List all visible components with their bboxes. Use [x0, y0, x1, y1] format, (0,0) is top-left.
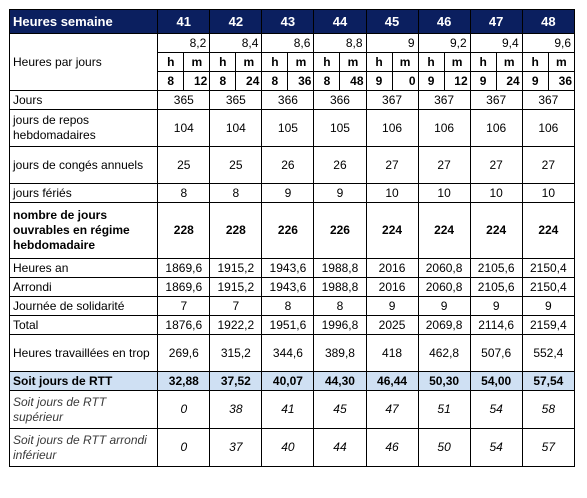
value-cell: 26	[314, 147, 366, 184]
row-label: Heures an	[10, 259, 158, 278]
table-row	[10, 259, 575, 278]
value-cell: 32,88	[158, 372, 210, 391]
value-cell: 1943,6	[262, 278, 314, 297]
value-cell: 2060,8	[418, 278, 470, 297]
m-label: m	[496, 53, 522, 72]
value-cell: 269,6	[158, 335, 210, 372]
table-row	[10, 372, 575, 391]
value-cell: 418	[366, 335, 418, 372]
value-cell: 389,8	[314, 335, 366, 372]
row-label: nombre de jours ouvrables en régime hebdomadaire	[10, 203, 158, 259]
value-cell: 9	[522, 297, 574, 316]
value-cell: 44	[314, 429, 366, 467]
m-label: m	[548, 53, 574, 72]
table-row	[10, 297, 575, 316]
row-label: Journée de solidarité	[10, 297, 158, 316]
value-cell: 104	[210, 110, 262, 147]
value-cell: 1876,6	[158, 316, 210, 335]
value-cell: 224	[522, 203, 574, 259]
m-value: 36	[288, 72, 314, 91]
row-label: Soit jours de RTT arrondi inférieur	[10, 429, 158, 467]
value-cell: 54,00	[470, 372, 522, 391]
value-cell: 2114,6	[470, 316, 522, 335]
table-row	[10, 184, 575, 203]
value-cell: 2105,6	[470, 259, 522, 278]
h-label: h	[470, 53, 496, 72]
value-cell: 27	[470, 147, 522, 184]
m-label: m	[288, 53, 314, 72]
value-cell: 1869,6	[158, 259, 210, 278]
row-label: Soit jours de RTT	[10, 372, 158, 391]
value-cell: 38	[210, 391, 262, 429]
table-row	[10, 391, 575, 429]
value-cell: 1915,2	[210, 259, 262, 278]
value-cell: 226	[314, 203, 366, 259]
week-header: 42	[210, 10, 262, 34]
row-label: Total	[10, 316, 158, 335]
data-rows	[10, 91, 575, 467]
m-value: 24	[236, 72, 262, 91]
value-cell: 367	[366, 91, 418, 110]
m-value: 0	[392, 72, 418, 91]
week-header: 47	[470, 10, 522, 34]
value-cell: 2016	[366, 259, 418, 278]
value-cell: 27	[522, 147, 574, 184]
m-value: 12	[184, 72, 210, 91]
value-cell: 45	[314, 391, 366, 429]
hours-decimal-cell: 9,4	[470, 34, 522, 53]
value-cell: 0	[158, 391, 210, 429]
week-header: 48	[522, 10, 574, 34]
value-cell: 44,30	[314, 372, 366, 391]
value-cell: 224	[366, 203, 418, 259]
h-value: 9	[470, 72, 496, 91]
value-cell: 2150,4	[522, 259, 574, 278]
h-label: h	[522, 53, 548, 72]
value-cell: 9	[366, 297, 418, 316]
value-cell: 8	[314, 297, 366, 316]
row-label: Heures par jours	[10, 34, 158, 91]
value-cell: 9	[262, 184, 314, 203]
value-cell: 106	[522, 110, 574, 147]
value-cell: 54	[470, 429, 522, 467]
value-cell: 25	[158, 147, 210, 184]
value-cell: 1915,2	[210, 278, 262, 297]
value-cell: 224	[418, 203, 470, 259]
value-cell: 1951,6	[262, 316, 314, 335]
h-label: h	[158, 53, 184, 72]
value-cell: 226	[262, 203, 314, 259]
week-header: 46	[418, 10, 470, 34]
m-label: m	[444, 53, 470, 72]
value-cell: 367	[470, 91, 522, 110]
week-header: 45	[366, 10, 418, 34]
table-row	[10, 91, 575, 110]
h-value: 9	[366, 72, 392, 91]
value-cell: 1988,8	[314, 259, 366, 278]
value-cell: 54	[470, 391, 522, 429]
value-cell: 2025	[366, 316, 418, 335]
value-cell: 10	[522, 184, 574, 203]
value-cell: 8	[210, 184, 262, 203]
value-cell: 2060,8	[418, 259, 470, 278]
value-cell: 46,44	[366, 372, 418, 391]
value-cell: 27	[418, 147, 470, 184]
m-value: 24	[496, 72, 522, 91]
h-label: h	[262, 53, 288, 72]
value-cell: 2159,4	[522, 316, 574, 335]
header-row	[10, 10, 575, 34]
value-cell: 27	[366, 147, 418, 184]
value-cell: 365	[158, 91, 210, 110]
h-value: 9	[522, 72, 548, 91]
hours-decimal-cell: 9,6	[522, 34, 574, 53]
value-cell: 507,6	[470, 335, 522, 372]
m-label: m	[236, 53, 262, 72]
value-cell: 50,30	[418, 372, 470, 391]
h-label: h	[210, 53, 236, 72]
h-value: 9	[418, 72, 444, 91]
value-cell: 344,6	[262, 335, 314, 372]
value-cell: 315,2	[210, 335, 262, 372]
value-cell: 366	[262, 91, 314, 110]
value-cell: 1988,8	[314, 278, 366, 297]
value-cell: 7	[210, 297, 262, 316]
value-cell: 106	[418, 110, 470, 147]
value-cell: 2016	[366, 278, 418, 297]
value-cell: 104	[158, 110, 210, 147]
m-value: 48	[340, 72, 366, 91]
table-row	[10, 335, 575, 372]
value-cell: 10	[470, 184, 522, 203]
value-cell: 366	[314, 91, 366, 110]
value-cell: 105	[314, 110, 366, 147]
value-cell: 2069,8	[418, 316, 470, 335]
value-cell: 106	[366, 110, 418, 147]
value-cell: 57	[522, 429, 574, 467]
m-label: m	[340, 53, 366, 72]
hours-decimal-cell: 8,6	[262, 34, 314, 53]
table-row	[10, 316, 575, 335]
m-value: 12	[444, 72, 470, 91]
value-cell: 46	[366, 429, 418, 467]
week-header: 44	[314, 10, 366, 34]
value-cell: 552,4	[522, 335, 574, 372]
row-label: jours de repos hebdomadaires	[10, 110, 158, 147]
week-header: 41	[158, 10, 210, 34]
value-cell: 2105,6	[470, 278, 522, 297]
value-cell: 228	[158, 203, 210, 259]
hours-decimal-cell: 8,4	[210, 34, 262, 53]
value-cell: 37	[210, 429, 262, 467]
value-cell: 224	[470, 203, 522, 259]
rtt-table-container	[9, 9, 575, 467]
value-cell: 57,54	[522, 372, 574, 391]
value-cell: 0	[158, 429, 210, 467]
value-cell: 1869,6	[158, 278, 210, 297]
value-cell: 7	[158, 297, 210, 316]
hours-decimal-row	[10, 34, 575, 53]
h-label: h	[366, 53, 392, 72]
h-value: 8	[314, 72, 340, 91]
value-cell: 10	[418, 184, 470, 203]
h-label: h	[418, 53, 444, 72]
hours-decimal-cell: 8,2	[158, 34, 210, 53]
h-value: 8	[210, 72, 236, 91]
value-cell: 58	[522, 391, 574, 429]
hours-decimal-cell: 9,2	[418, 34, 470, 53]
h-value: 8	[158, 72, 184, 91]
week-header: 43	[262, 10, 314, 34]
value-cell: 8	[262, 297, 314, 316]
value-cell: 40	[262, 429, 314, 467]
value-cell: 106	[470, 110, 522, 147]
value-cell: 10	[366, 184, 418, 203]
value-cell: 2150,4	[522, 278, 574, 297]
row-label: Soit jours de RTT supérieur	[10, 391, 158, 429]
value-cell: 9	[418, 297, 470, 316]
value-cell: 1943,6	[262, 259, 314, 278]
value-cell: 228	[210, 203, 262, 259]
row-label: jours de congés annuels	[10, 147, 158, 184]
m-value: 36	[548, 72, 574, 91]
value-cell: 47	[366, 391, 418, 429]
value-cell: 8	[158, 184, 210, 203]
m-label: m	[184, 53, 210, 72]
value-cell: 26	[262, 147, 314, 184]
value-cell: 37,52	[210, 372, 262, 391]
value-cell: 9	[314, 184, 366, 203]
row-label: jours fériés	[10, 184, 158, 203]
value-cell: 50	[418, 429, 470, 467]
hours-decimal-cell: 8,8	[314, 34, 366, 53]
value-cell: 367	[418, 91, 470, 110]
table-row	[10, 278, 575, 297]
header-label: Heures semaine	[10, 10, 158, 34]
value-cell: 41	[262, 391, 314, 429]
h-label: h	[314, 53, 340, 72]
row-label: Heures travaillées en trop	[10, 335, 158, 372]
value-cell: 40,07	[262, 372, 314, 391]
value-cell: 365	[210, 91, 262, 110]
value-cell: 25	[210, 147, 262, 184]
row-label: Arrondi	[10, 278, 158, 297]
value-cell: 105	[262, 110, 314, 147]
value-cell: 51	[418, 391, 470, 429]
value-cell: 462,8	[418, 335, 470, 372]
table-row	[10, 429, 575, 467]
table-row	[10, 110, 575, 147]
value-cell: 1922,2	[210, 316, 262, 335]
hours-decimal-cell: 9	[366, 34, 418, 53]
value-cell: 1996,8	[314, 316, 366, 335]
table-row	[10, 203, 575, 259]
rtt-table	[9, 9, 575, 467]
table-row	[10, 147, 575, 184]
m-label: m	[392, 53, 418, 72]
value-cell: 9	[470, 297, 522, 316]
h-value: 8	[262, 72, 288, 91]
row-label: Jours	[10, 91, 158, 110]
value-cell: 367	[522, 91, 574, 110]
